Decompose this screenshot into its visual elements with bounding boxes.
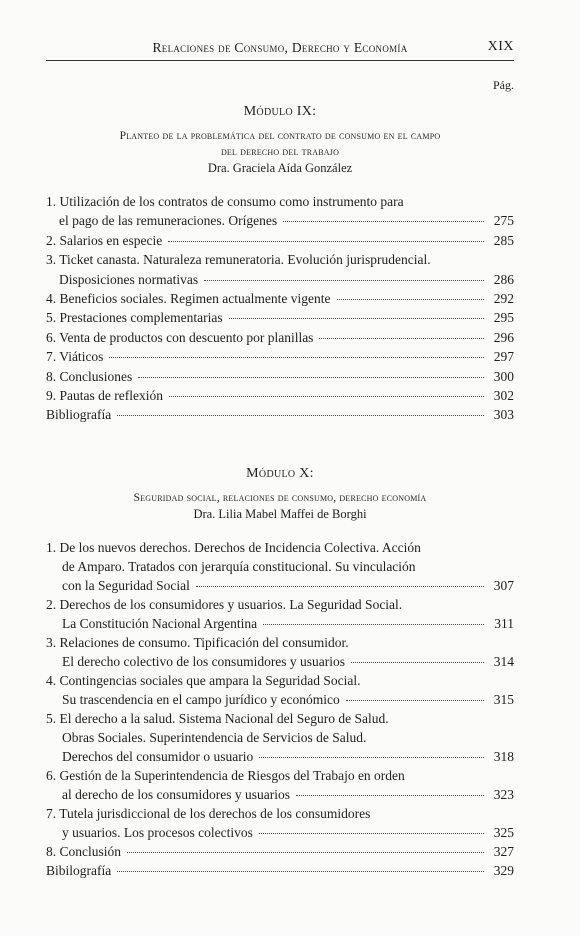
- module-9-title: Módulo IX:: [243, 104, 317, 119]
- toc-entry-text: 8. Conclusiones: [46, 368, 133, 384]
- toc-entry-text: 2. Salarios en especie: [46, 232, 163, 248]
- toc-entry-line: [46, 405, 514, 424]
- toc-entry-text: el pago de las remuneraciones. Orígenes: [59, 213, 278, 229]
- dot-leader: [259, 757, 484, 758]
- pag-column-label: Pág.: [493, 78, 514, 92]
- toc-page-number: 300: [493, 368, 514, 384]
- toc-page-number: 329: [493, 863, 514, 878]
- dot-leader: [263, 624, 484, 625]
- module-10-author: Dra. Lilia Mabel Maffei de Borghi: [193, 507, 367, 521]
- toc-entry: [46, 633, 514, 671]
- toc-entry-text: El derecho colectivo de los consumidores y usuarios: [62, 654, 346, 669]
- toc-entry: [46, 595, 514, 633]
- toc-entry: [46, 804, 514, 842]
- dot-leader: [169, 396, 484, 397]
- toc-page-number: 297: [493, 349, 514, 365]
- toc-entry-text: 8. Conclusión: [46, 844, 122, 859]
- dot-leader: [168, 241, 484, 242]
- dot-leader: [259, 833, 484, 834]
- toc-entry-line: [46, 842, 514, 861]
- toc-entry: [46, 405, 514, 424]
- toc-page-number: 318: [493, 749, 514, 764]
- dot-leader: [296, 795, 484, 796]
- toc-entry-line: [46, 270, 514, 289]
- toc-page-number: 327: [493, 844, 514, 859]
- toc-entry-line: Obras Sociales. Superintendencia de Servicios de Salud.: [62, 730, 367, 745]
- toc-entry-text: y usuarios. Los procesos colectivos: [62, 825, 253, 840]
- dot-leader: [109, 357, 484, 358]
- toc-entry-line: 1. Utilización de los contratos de consumo como instrumento para: [46, 194, 404, 209]
- dot-leader: [204, 280, 484, 281]
- module-10-title: Módulo X:: [246, 466, 314, 481]
- module-9-subtitle: [46, 128, 514, 160]
- toc-entry-text: al derecho de los consumidores y usuarios: [62, 787, 290, 802]
- toc-entry-line: 1. De los nuevos derechos. Derechos de Incidencia Colectiva. Acción: [46, 540, 421, 555]
- toc-page-number: 285: [493, 232, 514, 248]
- toc-entry-line: 2. Derechos de los consumidores y usuarios. La Seguridad Social.: [46, 597, 403, 612]
- toc-page-number: 311: [494, 616, 514, 631]
- dot-leader: [346, 700, 484, 701]
- toc-entry: [46, 192, 514, 231]
- toc-page-number: 323: [493, 787, 514, 802]
- toc-entry-line: [46, 386, 514, 405]
- toc-entry: [46, 671, 514, 709]
- toc-entry-text: Disposiciones normativas: [59, 271, 199, 287]
- toc-page-number: 314: [493, 654, 514, 669]
- toc-page-number: 307: [493, 578, 514, 593]
- toc-page-number: 295: [493, 310, 514, 326]
- dot-leader: [351, 662, 484, 663]
- toc-page-number: 286: [493, 271, 514, 287]
- toc-entry-line: [46, 690, 514, 709]
- toc-page-number: 302: [493, 388, 514, 404]
- toc-page-number: 275: [493, 213, 514, 229]
- dot-leader: [319, 338, 484, 339]
- toc-entry-line: [46, 652, 514, 671]
- toc-entry-line: [46, 614, 514, 633]
- dot-leader: [196, 586, 484, 587]
- toc-entry-line: [46, 328, 514, 347]
- toc-entry-line: 5. El derecho a la salud. Sistema Nacional del Seguro de Salud.: [46, 711, 389, 726]
- toc-entry: [46, 386, 514, 405]
- toc-entry-text: Bibilografía: [46, 863, 112, 878]
- dot-leader: [117, 871, 484, 872]
- toc-entry-text: Derechos del consumidor o usuario: [62, 749, 254, 764]
- toc-entry-text: Su trascendencia en el campo jurídico y económico: [62, 692, 340, 707]
- toc-entry-text: 4. Beneficios sociales. Regimen actualmente vigente: [46, 291, 331, 307]
- toc-entry-text: 9. Pautas de reflexión: [46, 388, 163, 404]
- dot-leader: [229, 318, 484, 319]
- toc-entry: [46, 289, 514, 308]
- toc-entry-line: de Amparo. Tratados con jerarquía constitucional. Su vinculación: [62, 559, 416, 574]
- module-10-subtitle-line-1: Seguridad social, relaciones de consumo, derecho economía: [133, 492, 427, 504]
- toc-entry: [46, 308, 514, 327]
- toc-entry-line: [46, 861, 514, 880]
- toc-entry-line: 7. Tutela jurisdiccional de los derechos de los consumidores: [46, 806, 371, 821]
- module-9-author: Dra. Graciela Aída González: [207, 161, 353, 175]
- module-10-subtitle: [46, 490, 514, 506]
- page-number: XIX: [487, 39, 514, 54]
- toc-entry-line: [46, 785, 514, 804]
- module-9-subtitle-line-1: Planteo de la problemática del contrato de consumo en el campo: [119, 130, 441, 142]
- toc-entry-text: Bibliografía: [46, 407, 112, 423]
- toc-entry: [46, 250, 514, 289]
- toc-entry-line: [46, 289, 514, 308]
- dot-leader: [283, 221, 484, 222]
- running-head-title: Relaciones de Consumo, Derecho y Economía: [152, 40, 408, 55]
- dot-leader: [337, 299, 484, 300]
- toc-entry-line: 4. Contingencias sociales que ampara la Seguridad Social.: [46, 673, 361, 688]
- running-head: [46, 38, 514, 61]
- module-9-subtitle-line-2: del derecho del trabajo: [220, 146, 340, 158]
- toc-entry-line: [46, 747, 514, 766]
- toc-entry: [46, 347, 514, 366]
- toc-entry-text: con la Seguridad Social: [62, 578, 190, 593]
- toc-page-number: 303: [493, 407, 514, 423]
- module-10-toc: [46, 538, 514, 880]
- toc-entry: [46, 861, 514, 880]
- module-10-header: [46, 466, 514, 522]
- dot-leader: [138, 377, 484, 378]
- toc-entry: [46, 328, 514, 347]
- toc-entry-line: [46, 231, 514, 250]
- toc-entry: [46, 538, 514, 595]
- toc-entry: [46, 709, 514, 766]
- toc-entry-line: [46, 211, 514, 230]
- toc-entry-line: [46, 347, 514, 366]
- dot-leader: [127, 852, 484, 853]
- toc-page-number: 292: [493, 291, 514, 307]
- toc-entry-text: 7. Viáticos: [46, 349, 104, 365]
- toc-entry-text: La Constitución Nacional Argentina: [62, 616, 258, 631]
- toc-entry-text: 5. Prestaciones complementarias: [46, 310, 223, 326]
- toc-entry-line: [46, 367, 514, 386]
- toc-entry-line: [46, 308, 514, 327]
- dot-leader: [117, 415, 484, 416]
- toc-entry: [46, 766, 514, 804]
- toc-entry-text: 6. Venta de productos con descuento por planillas: [46, 329, 314, 345]
- toc-entry: [46, 842, 514, 861]
- toc-entry-line: 3. Relaciones de consumo. Tipificación del consumidor.: [46, 635, 349, 650]
- toc-entry: [46, 367, 514, 386]
- toc-page-number: 325: [493, 825, 514, 840]
- toc-page-number: 296: [493, 329, 514, 345]
- module-9-toc: [46, 192, 514, 425]
- toc-entry: [46, 231, 514, 250]
- toc-entry-line: 3. Ticket canasta. Naturaleza remuneratoria. Evolución jurisprudencial.: [46, 252, 431, 268]
- module-9-header: [46, 104, 514, 176]
- toc-entry-line: 6. Gestión de la Superintendencia de Riesgos del Trabajo en orden: [46, 768, 405, 783]
- toc-page-number: 315: [493, 692, 514, 707]
- toc-entry-line: [46, 576, 514, 595]
- toc-entry-line: [46, 823, 514, 842]
